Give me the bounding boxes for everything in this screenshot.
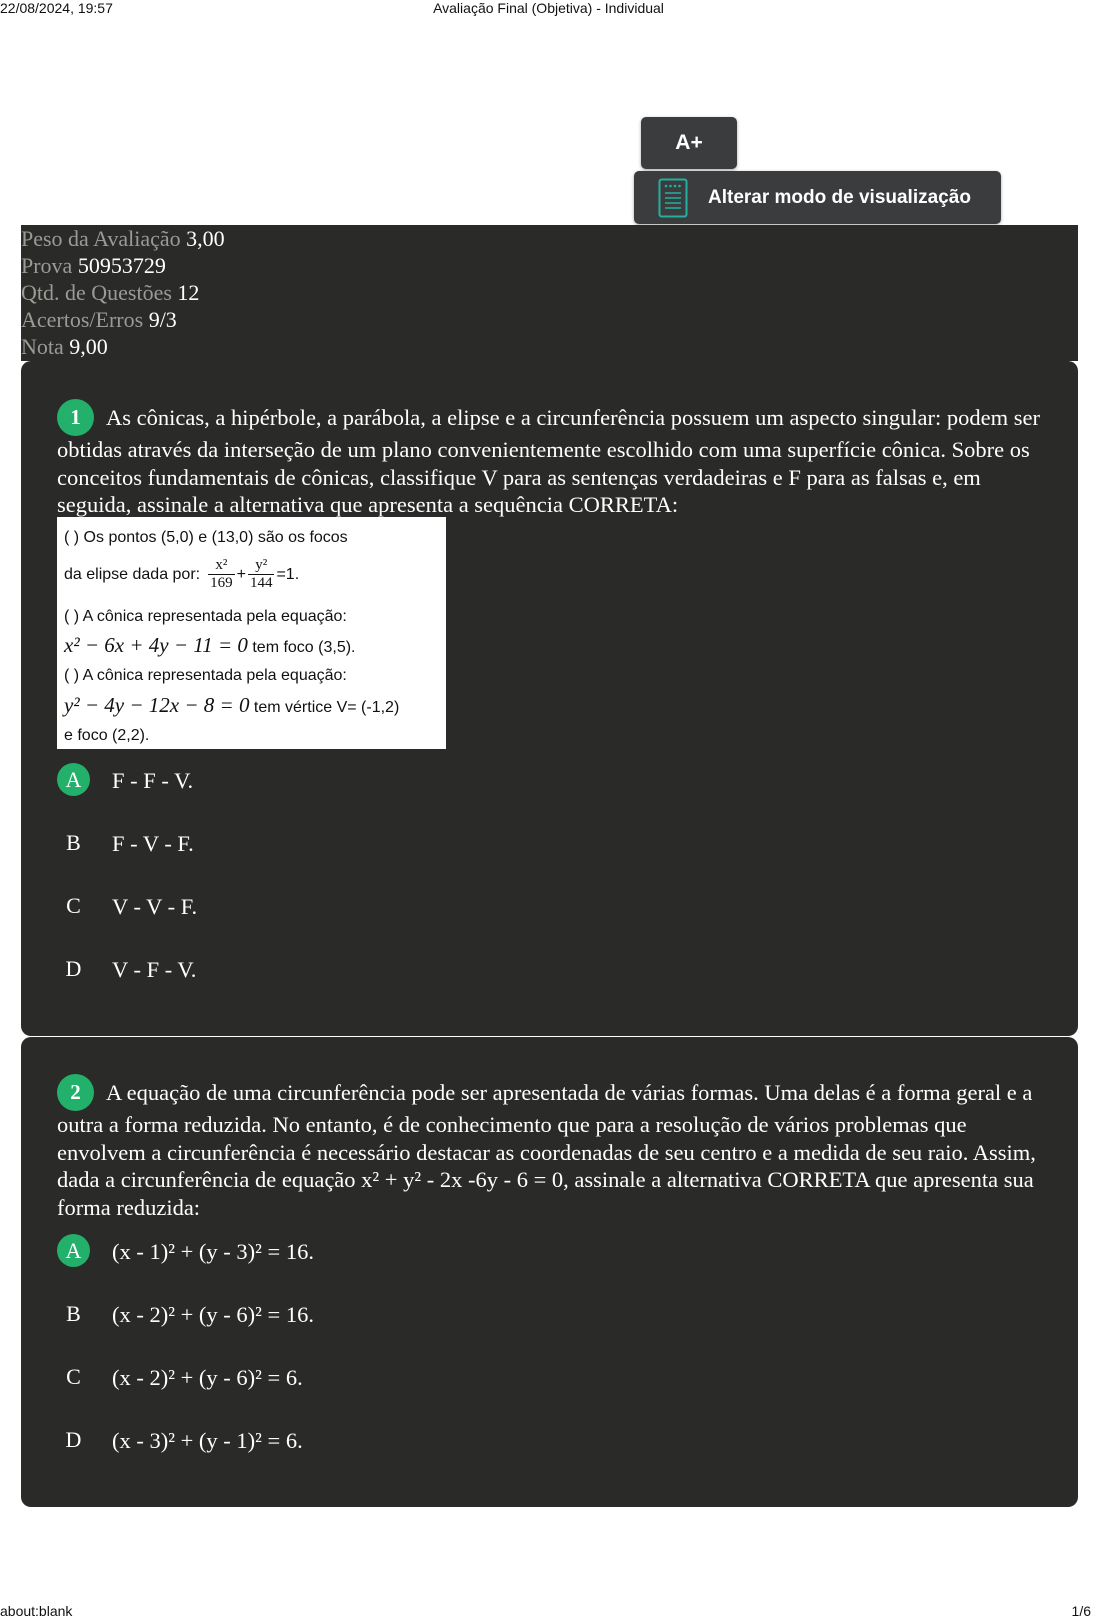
summary-questions-label: Qtd. de Questões — [21, 280, 172, 305]
option-text: F - F - V. — [112, 768, 194, 793]
question-text: A equação de uma circunferência pode ser apresentada de várias formas. Uma delas é a forma geral e a outra a forma reduzida. No entanto, é de conhecimento que para a resolução de vários problemas que envolvem a circunferência é necessário destacar as coordenadas de seu centro e a medida de seu raio. Assim, dada a circunferência de equação x² + y² - 2x -6y - 6 = 0, assinale a alternativa CORRETA que apresenta sua forma reduzida: — [57, 1080, 1036, 1220]
answer-option-a[interactable] — [57, 761, 193, 797]
summary-weight-row — [21, 225, 1078, 252]
answer-option-b[interactable] — [57, 1295, 314, 1331]
summary-grade-value: 9,00 — [69, 334, 108, 359]
ellipse-fraction-y — [248, 557, 275, 592]
option-text: (x - 2)² + (y - 6)² = 6. — [112, 1365, 303, 1390]
statement-1-prefix: da elipse dada por: — [64, 565, 201, 583]
print-datetime: 22/08/2024, 19:57 — [0, 0, 113, 16]
question-text: As cônicas, a hipérbole, a parábola, a elipse e a circunferência possuem um aspecto singular: podem ser obtidas através da interseção de um plano convenientemente escolhido com uma superfície cônica. Sobre os conceitos fundamentais de cônicas, classifique V para as sentenças verdadeiras e F para as falsas e, em seguida, assinale a alternativa que apresenta a sequência CORRETA: — [57, 405, 1041, 517]
option-text: (x - 1)² + (y - 3)² = 16. — [112, 1239, 314, 1264]
option-text: (x - 2)² + (y - 6)² = 16. — [112, 1302, 314, 1327]
option-text: V - F - V. — [112, 957, 197, 982]
change-view-mode-button[interactable] — [634, 171, 1001, 224]
option-text: V - V - F. — [112, 894, 198, 919]
option-letter-badge: A — [57, 1234, 90, 1267]
answer-option-c[interactable] — [57, 1358, 303, 1394]
summary-weight-value: 3,00 — [186, 226, 225, 251]
answer-option-d[interactable] — [57, 950, 196, 986]
exam-summary-panel — [21, 225, 1078, 361]
statement-2-equation: x² − 6x + 4y − 11 = 0 — [64, 633, 248, 657]
statement-3-equation: y² − 4y − 12x − 8 = 0 — [64, 693, 250, 717]
print-page-title: Avaliação Final (Objetiva) - Individual — [433, 0, 664, 16]
print-footer — [0, 1603, 1097, 1621]
question-number-badge: 2 — [57, 1074, 94, 1111]
increase-font-button[interactable]: A+ — [641, 117, 737, 169]
print-header — [0, 0, 1097, 18]
summary-questions-value: 12 — [177, 280, 200, 305]
question-card — [21, 361, 1078, 1036]
statement-3-line-1: ( ) A cônica representada pela equação: — [64, 667, 347, 684]
option-letter: C — [66, 892, 81, 918]
print-page-number: 1/6 — [1071, 1603, 1091, 1619]
statement-3-rest: tem vértice V= (-1,2) — [253, 699, 400, 716]
summary-exam-value: 50953729 — [77, 253, 166, 278]
answer-option-d[interactable] — [57, 1421, 303, 1457]
summary-score-ratio-label: Acertos/Erros — [21, 307, 144, 332]
statement-3-line-2 — [64, 693, 399, 718]
summary-grade-label: Nota — [21, 334, 64, 359]
option-text: F - V - F. — [112, 831, 194, 856]
summary-exam-label: Prova — [21, 253, 73, 278]
option-letter: D — [65, 1426, 82, 1452]
summary-weight-label: Peso da Avaliação — [21, 226, 181, 251]
statement-3-line-3: e foco (2,2). — [64, 727, 150, 744]
fraction-y-numerator: y² — [248, 557, 275, 575]
summary-score-ratio-row — [21, 306, 1078, 333]
fraction-x-numerator: x² — [208, 557, 235, 575]
option-text: (x - 3)² + (y - 1)² = 6. — [112, 1428, 303, 1453]
option-letter: D — [65, 955, 82, 981]
fraction-x-denominator: 169 — [210, 575, 233, 591]
option-letter: C — [66, 1363, 81, 1389]
answer-option-c[interactable] — [57, 887, 197, 923]
option-letter: B — [66, 1300, 81, 1326]
statement-1-line-1: ( ) Os pontos (5,0) e (13,0) são os focos — [64, 529, 348, 546]
question-statements-image — [57, 517, 446, 749]
question-card — [21, 1037, 1078, 1507]
question-statement — [57, 1074, 1060, 1221]
statement-1-line-2 — [64, 557, 299, 592]
option-letter-badge: A — [57, 763, 90, 796]
statement-2-line-1: ( ) A cônica representada pela equação: — [64, 608, 347, 625]
summary-score-ratio-value: 9/3 — [148, 307, 177, 332]
fraction-y-denominator: 144 — [249, 575, 273, 591]
option-letter: B — [66, 829, 81, 855]
answer-option-a[interactable] — [57, 1232, 314, 1268]
summary-grade-row — [21, 333, 1078, 360]
summary-exam-row — [21, 252, 1078, 279]
document-icon — [658, 178, 688, 218]
ellipse-fraction-x — [208, 557, 235, 592]
fraction-equals: =1. — [276, 565, 300, 583]
question-number-badge: 1 — [57, 399, 94, 436]
statement-2-rest: tem foco (3,5). — [252, 639, 356, 656]
answer-option-b[interactable] — [57, 824, 194, 860]
print-url: about:blank — [0, 1603, 73, 1619]
change-view-mode-label: Alterar modo de visualização — [708, 186, 971, 208]
summary-questions-row — [21, 279, 1078, 306]
fraction-plus: + — [236, 565, 246, 583]
statement-2-line-2 — [64, 633, 356, 658]
question-statement — [57, 399, 1060, 519]
